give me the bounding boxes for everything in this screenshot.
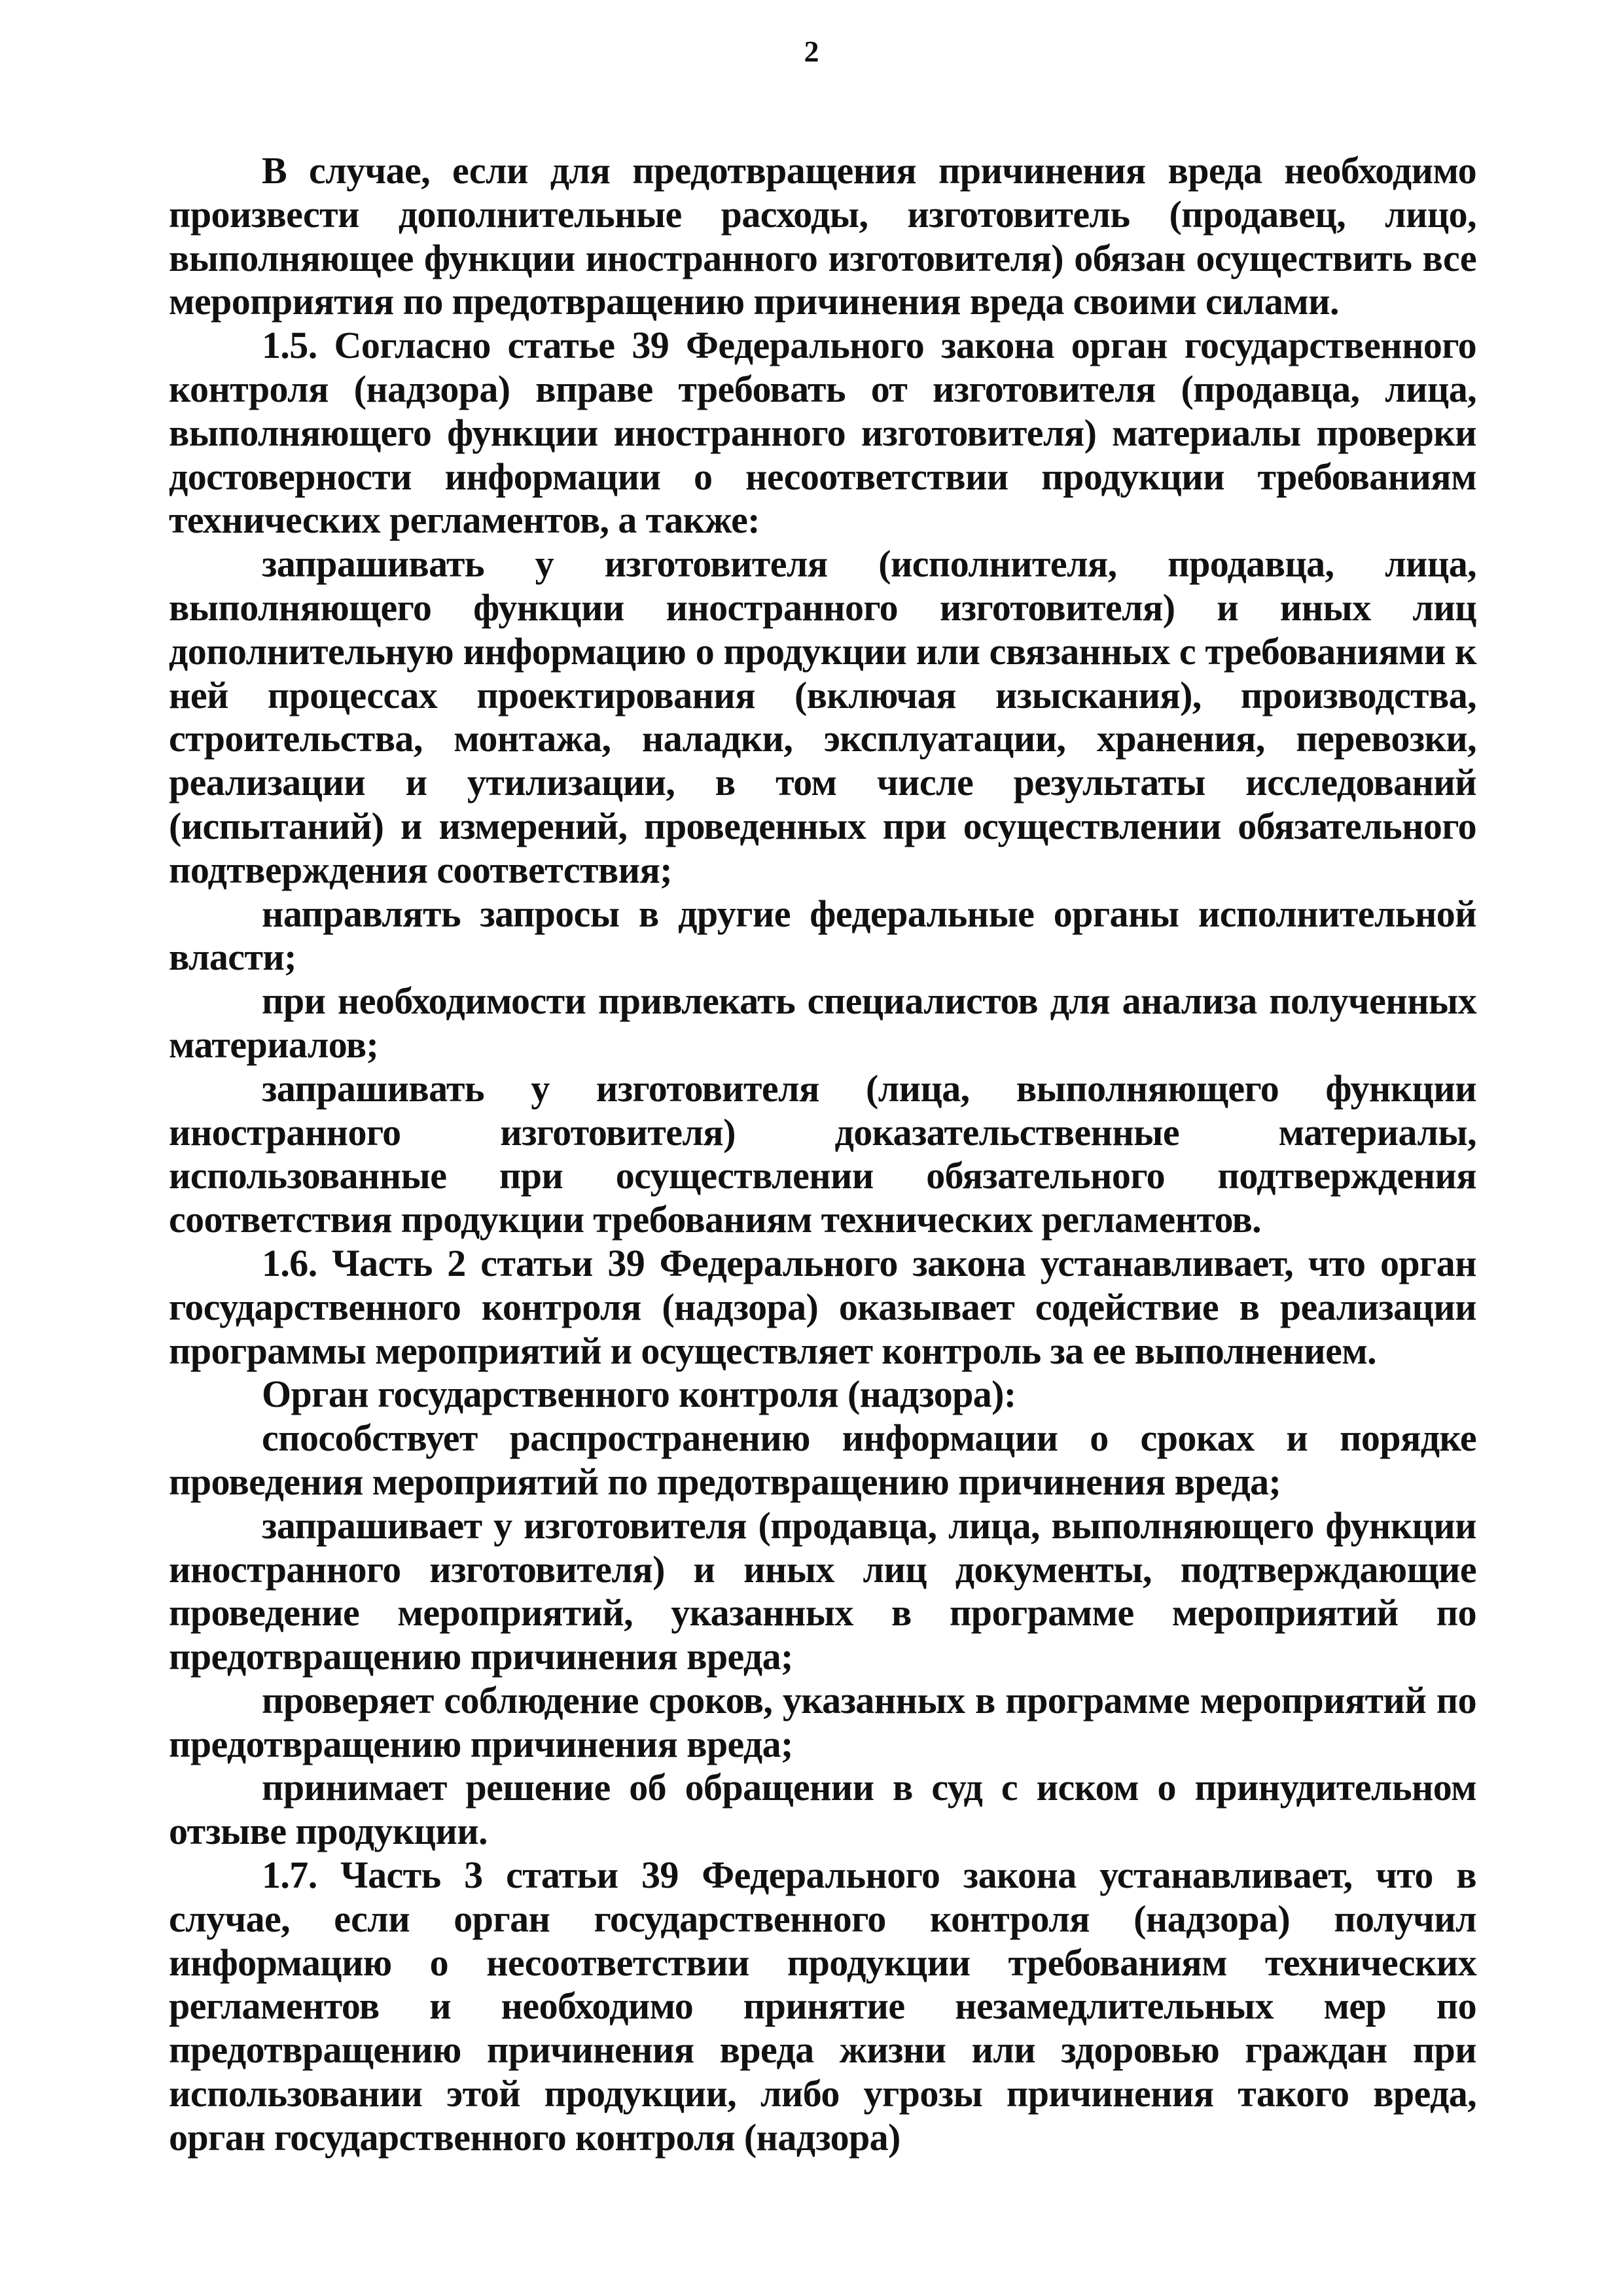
document-body — [169, 149, 1476, 2160]
paragraph-request-documents: запрашивает у изготовителя (продавца, лица, выполняющего функции иностранного изготовителя) и иных лиц документы, подтверждающие проведение мероприятий, указанных в программе мероприятий по предотвращению причинения вреда; — [169, 1504, 1476, 1678]
page-number: 2 — [804, 35, 819, 68]
paragraph-damage-prevention-costs: В случае, если для предотвращения причинения вреда необходимо произвести дополнительные расходы, изготовитель (продавец, лицо, выполняющее функции иностранного изготовителя) обязан осуществить все мероприятия по предотвращению причинения вреда своими силами. — [169, 149, 1476, 323]
paragraph-promote-information: способствует распространению информации о сроках и порядке проведения мероприятий по предотвращению причинения вреда; — [169, 1417, 1476, 1503]
paragraph-1-7: 1.7. Часть 3 статьи 39 Федерального закона устанавливает, что в случае, если орган государственного контроля (надзора) получил информацию о несоответствии продукции требованиям технических регламентов и необходимо принятие незамедлительных мер по предотвращению причинения вреда жизни или здоровью граждан при использовании этой продукции, либо угрозы причинения такого вреда, орган государственного контроля (надзора) — [169, 1854, 1476, 2159]
paragraph-send-requests: направлять запросы в другие федеральные органы исполнительной власти; — [169, 892, 1476, 979]
paragraph-1-6: 1.6. Часть 2 статьи 39 Федерального закона устанавливает, что орган государственного контроля (надзора) оказывает содействие в реализации программы мероприятий и осуществляет контроль за ее выполнением. — [169, 1241, 1476, 1372]
paragraph-request-information: запрашивать у изготовителя (исполнителя, продавца, лица, выполняющего функции иностранного изготовителя) и иных лиц дополнительную информацию о продукции или связанных с требованиями к ней процессах проектирования (включая изыскания), производства, строительства, монтажа, наладки, эксплуатации, хранения, перевозки, реализации и утилизации, в том числе результаты исследований (испытаний) и измерений, проведенных при осуществлении обязательного подтверждения соответствия; — [169, 542, 1476, 891]
paragraph-1-5: 1.5. Согласно статье 39 Федерального закона орган государственного контроля (надзора) вправе требовать от изготовителя (продавца, лица, выполняющего функции иностранного изготовителя) материалы проверки достоверности информации о несоответствии продукции требованиям технических регламентов, а также: — [169, 324, 1476, 542]
paragraph-check-deadlines: проверяет соблюдение сроков, указанных в программе мероприятий по предотвращению причинения вреда; — [169, 1678, 1476, 1765]
paragraph-involve-specialists: при необходимости привлекать специалистов для анализа полученных материалов; — [169, 980, 1476, 1066]
paragraph-control-body-heading: Орган государственного контроля (надзора): — [262, 1373, 1016, 1416]
paragraph-court-decision: принимает решение об обращении в суд с иском о принудительном отзыве продукции. — [169, 1766, 1476, 1853]
paragraph-request-evidence: запрашивать у изготовителя (лица, выполняющего функции иностранного изготовителя) доказательственные материалы, использованные при осуществлении обязательного подтверждения соответствия продукции требованиям технических регламентов. — [169, 1067, 1476, 1241]
